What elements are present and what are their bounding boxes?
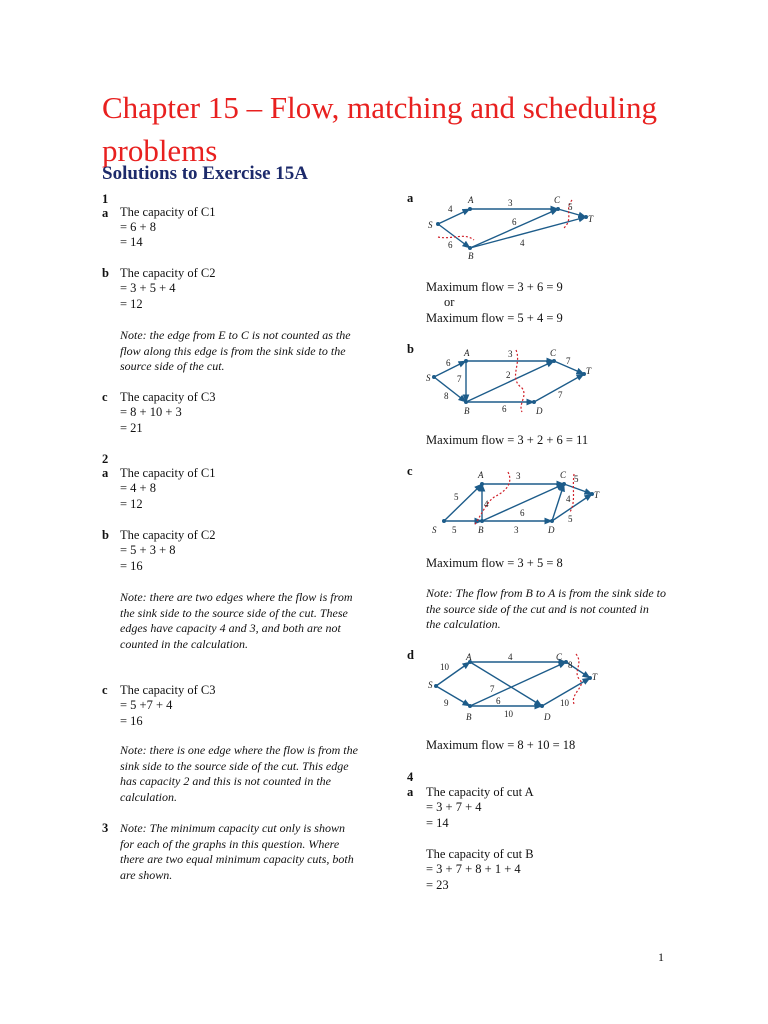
q3b-label: b — [407, 342, 414, 356]
edge-weight: 3 — [508, 349, 513, 359]
edge-weight: 4 — [566, 494, 571, 504]
q1b-line: = 12 — [120, 297, 143, 311]
q1a-line: = 14 — [120, 235, 143, 249]
q2c-line: = 16 — [120, 714, 143, 728]
section-subtitle: Solutions to Exercise 15A — [102, 163, 309, 184]
edge-weight: 3 — [516, 471, 521, 481]
node-label: C — [550, 348, 557, 358]
node-label: S — [428, 680, 433, 690]
q3a-line: or — [444, 295, 455, 309]
edge-weight: 7 — [490, 684, 495, 694]
q2a-line: = 12 — [120, 497, 143, 511]
q3b-flow-graph — [424, 344, 604, 416]
edge-weight: 8 — [444, 391, 449, 401]
edge-weight: 6 — [446, 358, 451, 368]
edge-weight: 5 — [452, 525, 457, 535]
q2b-label: b — [102, 528, 109, 542]
q3a-flow-graph — [424, 192, 604, 264]
q1c-line: = 8 + 10 + 3 — [120, 405, 182, 419]
q2c-label: c — [102, 683, 108, 697]
node-label: A — [464, 348, 470, 358]
q2c-line: The capacity of C3 — [120, 683, 216, 697]
edge-weight: 7 — [566, 356, 571, 366]
edge-weight: 9 — [444, 698, 449, 708]
question-3-number: 3 — [102, 821, 109, 835]
q2c-line: = 5 +7 + 4 — [120, 698, 173, 712]
q3a-line: Maximum flow = 5 + 4 = 9 — [426, 311, 563, 325]
q2c-note: Note: there is one edge where the flow is from the sink side to the source side of the cut. This edge has capacity 2 and this is not counted in the calculation. — [120, 743, 358, 804]
edge-weight: 10 — [560, 698, 569, 708]
node-label: T — [592, 672, 598, 682]
question-1-number: 1 — [102, 192, 109, 206]
edge-weight: 2 — [506, 370, 511, 380]
edge-weight: 5 — [574, 474, 579, 484]
q4a-line: = 3 + 7 + 4 — [426, 800, 482, 814]
q3d-label: d — [407, 648, 414, 662]
chapter-title: Chapter 15 – Flow, matching and scheduling problems — [102, 90, 658, 168]
edge-weight: 5 — [454, 492, 459, 502]
node-label: C — [560, 470, 567, 480]
node-label: T — [588, 214, 594, 224]
q1a-line: The capacity of C1 — [120, 205, 216, 219]
q3d-flow-graph — [424, 650, 604, 724]
edge-weight: 7 — [558, 390, 563, 400]
node-label: D — [548, 525, 555, 535]
edge-weight: 6 — [520, 508, 525, 518]
q3-note: Note: The minimum capacity cut only is shown for each of the graphs in this question. Where there are two equal minimum capacity cuts, both are shown. — [120, 821, 354, 882]
edge-weight: 4 — [484, 499, 489, 509]
q3a-edges — [438, 209, 586, 248]
node-label: B — [464, 406, 470, 416]
q3c-line: Maximum flow = 3 + 5 = 8 — [426, 556, 563, 570]
q4a-line: The capacity of cut B — [426, 847, 534, 861]
node-label: T — [586, 366, 592, 376]
q1c-line: = 21 — [120, 421, 143, 435]
q4a-line: = 14 — [426, 816, 449, 830]
edge-weight: 5 — [568, 514, 573, 524]
q3c-label: c — [407, 464, 413, 478]
q1b-line: The capacity of C2 — [120, 266, 216, 280]
node-label: D — [536, 406, 543, 416]
q3c-cut-line — [474, 472, 510, 526]
node-label: A — [468, 195, 474, 205]
node-label: A — [478, 470, 484, 480]
question-4-number: 4 — [407, 770, 414, 784]
q3a-line: Maximum flow = 3 + 6 = 9 — [426, 280, 563, 294]
node-label: S — [432, 525, 437, 535]
q4a-line: = 23 — [426, 878, 449, 892]
node-label: T — [594, 490, 600, 500]
q4a-line: = 3 + 7 + 8 + 1 + 4 — [426, 862, 521, 876]
page-number: 1 — [658, 950, 664, 964]
node-label: B — [478, 525, 484, 535]
node-label: B — [468, 251, 474, 261]
edge-weight: 6 — [496, 696, 501, 706]
edge-weight: 4 — [448, 204, 453, 214]
q2a-label: a — [102, 466, 109, 480]
node-label: A — [466, 652, 472, 662]
node-label: C — [556, 652, 563, 662]
edge-weight: 10 — [504, 709, 513, 719]
q1a-line: = 6 + 8 — [120, 220, 156, 234]
node-label: S — [426, 373, 431, 383]
node-label: S — [428, 220, 433, 230]
edge-weight: 4 — [520, 238, 525, 248]
q1c-line: The capacity of C3 — [120, 390, 216, 404]
node-label: C — [554, 195, 561, 205]
q3a-label: a — [407, 191, 414, 205]
q1c-label: c — [102, 390, 108, 404]
edge-weight: 6 — [448, 240, 453, 250]
q3d-cut-line — [573, 654, 581, 704]
question-2-number: 2 — [102, 452, 109, 466]
edge-weight: 5 — [568, 202, 573, 212]
edge-weight: 4 — [508, 652, 513, 662]
q3c-flow-graph — [424, 466, 609, 540]
q1b-note: Note: the edge from E to C is not counted as the flow along this edge is from the sink side to the source side of the cut. — [120, 328, 351, 373]
q1b-line: = 3 + 5 + 4 — [120, 281, 176, 295]
q4a-label: a — [407, 785, 414, 799]
q2b-line: The capacity of C2 — [120, 528, 216, 542]
q3c-note: Note: The flow from B to A is from the sink side to the source side of the cut and is not counted in the calculation. — [426, 586, 666, 631]
edge-weight: 3 — [508, 198, 513, 208]
edge-weight: 7 — [457, 374, 462, 384]
edge-weight: 8 — [568, 660, 573, 670]
q2b-line: = 5 + 3 + 8 — [120, 543, 176, 557]
q2a-line: = 4 + 8 — [120, 481, 156, 495]
node-label: D — [544, 712, 551, 722]
q2b-line: = 16 — [120, 559, 143, 573]
q4a-line: The capacity of cut A — [426, 785, 534, 799]
edge-weight: 6 — [512, 217, 517, 227]
q3d-line: Maximum flow = 8 + 10 = 18 — [426, 738, 576, 752]
edge-weight: 10 — [440, 662, 449, 672]
edge-weight: 3 — [514, 525, 519, 535]
edge-weight: 6 — [502, 404, 507, 414]
q3b-cut-line — [516, 350, 524, 412]
q2b-note: Note: there are two edges where the flow is from the sink side to the source side of the cut. These edges have capacity 4 and 3, and both are not counted in the calculation. — [120, 590, 353, 651]
q2a-line: The capacity of C1 — [120, 466, 216, 480]
node-label: B — [466, 712, 472, 722]
q3b-line: Maximum flow = 3 + 2 + 6 = 11 — [426, 433, 589, 447]
q1a-label: a — [102, 206, 109, 220]
q1b-label: b — [102, 266, 109, 280]
